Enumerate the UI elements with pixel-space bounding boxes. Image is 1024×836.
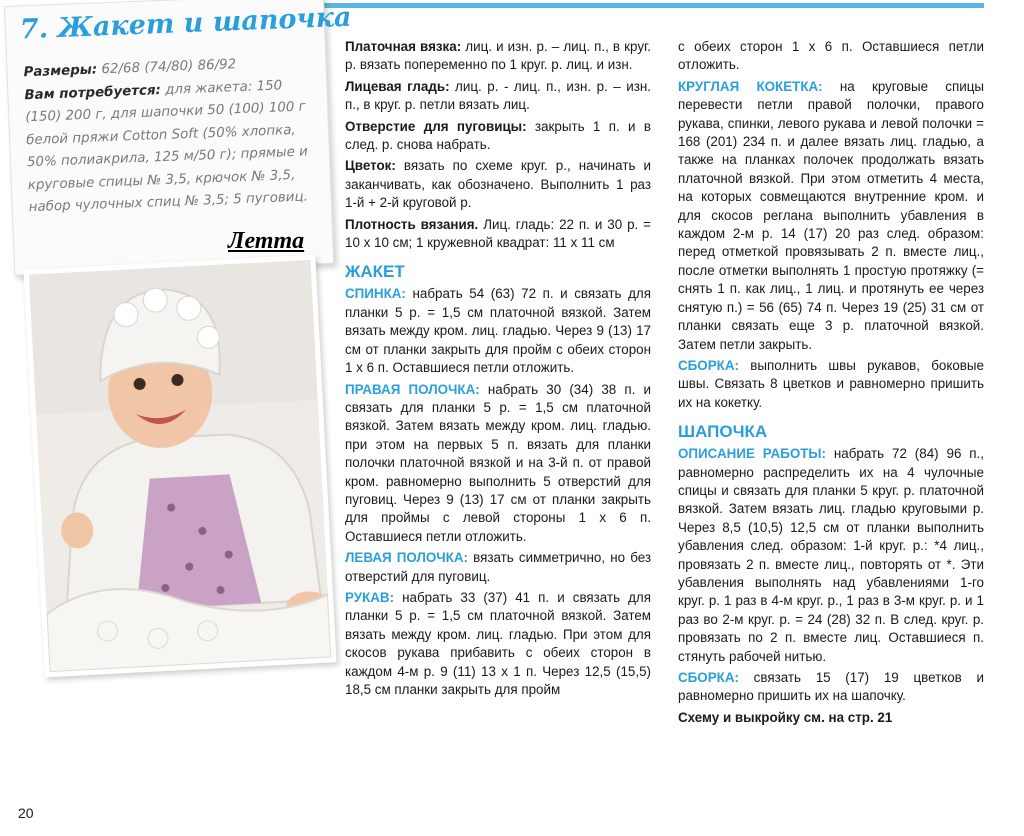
paragraph-assembly-hat	[678, 669, 984, 706]
paragraph-continued	[678, 38, 984, 75]
term-sleeve: РУКАВ:	[345, 589, 395, 605]
paragraph-hat-description	[678, 445, 984, 666]
term-hat-description: ОПИСАНИЕ РАБОТЫ:	[678, 446, 827, 462]
paragraph-right-front	[345, 381, 651, 547]
term-assembly-jacket: СБОРКА:	[678, 357, 739, 373]
instructions-column-2	[678, 38, 984, 730]
paragraph-gauge	[345, 216, 651, 253]
signature-letta: Летта	[228, 228, 305, 254]
materials-value: для жакета: 150 (150) 200 г, для шапочки 50 (100) 100 г белой пряжи Cotton Soft (50% хлопка, 50% полиакрила, 125 м/50 г); прямые и круговые спицы № 3,5, крючок № 3,5, набор чулочных спиц № 3,5; 5 пуговиц.	[25, 77, 309, 216]
section-heading-hat: ШАПОЧКА	[678, 422, 768, 442]
text-assembly-hat: связать 15 (17) 19 цветков и равномерно пришить их на шапочку.	[678, 670, 984, 704]
text-garter-stitch: лиц. и изн. р. – лиц. п., в круг. р. вязать попеременно по 1 круг. р. лиц. и изн.	[345, 39, 651, 73]
text-yoke: на круговые спицы перевести петли правой полочки, правого рукава, спинки, левого рукава и левой полочки = 168 (201) 234 п. и далее вязать лиц. гладью, а также на планках полочек продолжать вязать платочной вязкой. При этом отметить 4 места, на которых совмещаются внутренние кром. и для скосов реглана выполнить убавления в каждом 2-м р. 14 (17) 20 раз след. образом: перед отметкой провязывать 2 п. вместе лиц., после отметки выполнять 1 простую протяжку (= снять 1 п. как лиц., 1 лиц. и протянуть ее через снятую п.) = 56 (65) 74 п. Через 19 (25) 31 см от планки связать еще 3 р. платочной вязкой. Затем петли закрыть.	[678, 78, 984, 352]
text-buttonhole: закрыть 1 п. и в след. р. снова набрать.	[345, 118, 651, 153]
term-assembly-hat: СБОРКА:	[678, 670, 739, 685]
paragraph-garter-stitch	[345, 38, 651, 75]
paragraph-sleeve	[345, 589, 651, 699]
paragraph-back	[345, 285, 651, 377]
sizes-label: Размеры:	[23, 62, 98, 81]
paragraph-buttonhole	[345, 118, 651, 155]
text-assembly-jacket: выполнить швы рукавов, боковые швы. Связать 8 цветков и равномерно пришить их на кокетку.	[678, 357, 984, 410]
text-sleeve: набрать 33 (37) 41 п. и связать для планки 5 р. = 1,5 см платочной вязкой. Затем вязать между кром. лиц. гладью. При этом для скосов рукава прибавить с обеих сторон в каждом 4-м р. 9 (11) 13 х 1 п. Через 12,5 (15,5) 18,5 см планки закрыть для пройм	[345, 589, 651, 697]
text-right-front: набрать 30 (34) 38 п. и связать для планки 5 р. = 1,5 см платочной вязкой. Затем вязать между кром. лиц. гладью. при этом на первых 5 п. вязать для планки полочки платочной вязкой и на 3-й п. от правой кром. равномерно выполнить 5 отверстий для пуговиц. Через 9 (13) 17 см от планки закрыть для проймы с левой стороны 1 х 6 п. Оставшиеся петли отложить.	[345, 381, 651, 544]
term-left-front: ЛЕВАЯ ПОЛОЧКА:	[345, 550, 468, 566]
term-yoke: КРУГЛАЯ КОКЕТКА:	[678, 78, 823, 94]
text-flower: вязать по схеме круг. р., начинать и заканчивать, как обозначено. Выполнить 1 раз 1-й + 2-й круговой р.	[345, 158, 651, 211]
paragraph-stockinette	[345, 78, 651, 115]
term-right-front: ПРАВАЯ ПОЛОЧКА:	[345, 381, 480, 397]
pattern-reference: Схему и выкройку см. на стр. 21	[678, 709, 893, 725]
text-hat-description: набрать 72 (84) 96 п., равномерно распределить их на 4 чулочные спицы и связать для планки 5 круг. р. платочной вязкой. Затем вязать лиц. гладью круговыми р. Через 8,5 (10,5) 12,5 см от планки выполнить убавления след. образом: 1-й круг. р.: *4 лиц., провязать 2 п. вместе лиц., повторять от *. Эти убавления выполнять над убавлениями 1-го круг. р. 1 раз в 4-м круг. р., 1 раз в 3-м круг. р. и 1 раз во 2-м круг. р. = 24 (28) 32 п. В след. круг. р. провязать по 2 п. вместе лиц. Оставшиеся п. стянуть рабочей нитью.	[678, 446, 984, 664]
paragraph-yoke	[678, 78, 984, 354]
term-flower: Цветок:	[345, 158, 396, 174]
text-back: набрать 54 (63) 72 п. и связать для планки 5 р. = 1,5 см платочной вязкой. Затем вязать между кром. лиц. гладью. Через 9 (13) 17 см от планки закрыть для пройм с обеих сторон 1 х 6 п. Оставшиеся петли отложить.	[345, 286, 651, 376]
header-accent-line	[300, 3, 984, 8]
term-buttonhole: Отверстие для пуговицы:	[345, 118, 527, 134]
paragraph-left-front	[345, 549, 651, 586]
term-garter-stitch: Платочная вязка:	[345, 39, 462, 54]
paragraph-assembly-jacket	[678, 357, 984, 412]
term-stockinette: Лицевая гладь:	[345, 78, 450, 94]
materials-label: Вам потребуется:	[24, 82, 162, 103]
page-number: 20	[18, 805, 34, 821]
section-heading-jacket: ЖАКЕТ	[345, 262, 405, 282]
paragraph-flower	[345, 157, 651, 212]
text-continued: с обеих сторон 1 х 6 п. Оставшиеся петли отложить.	[678, 39, 984, 73]
text-stockinette: лиц. р. - лиц. п., изн. р. – изн. п., в круг. р. петли вязать лиц.	[345, 78, 651, 113]
term-gauge: Плотность вязания.	[345, 216, 479, 232]
instructions-column-1	[345, 38, 651, 702]
term-back: СПИНКА:	[345, 286, 406, 302]
baby-photo	[24, 255, 337, 678]
project-title: 7. Жакет и шапочка	[19, 1, 353, 46]
text-gauge: Лиц. гладь: 22 п. и 30 р. = 10 х 10 см; 1 кружевной квадрат: 11 х 11 см	[345, 216, 651, 251]
baby-illustration	[29, 260, 331, 672]
materials-text	[23, 51, 321, 220]
sizes-value: 62/68 (74/80) 86/92	[101, 57, 237, 78]
text-left-front: вязать симметрично, но без отверстий для пуговиц.	[345, 550, 652, 584]
